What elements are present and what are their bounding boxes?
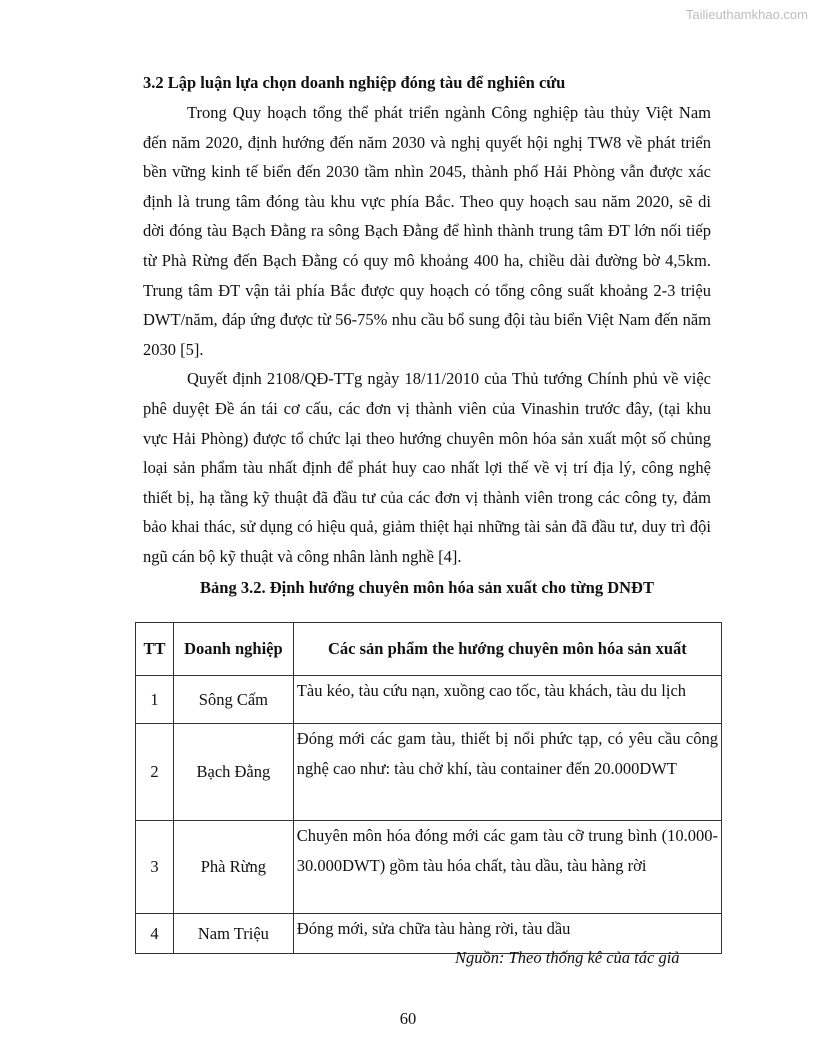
- paragraph-planning: Trong Quy hoạch tổng thể phát triển ngành Công nghiệp tàu thủy Việt Nam đến năm 2020, định hướng đến năm 2030 và nghị quyết hội nghị TW8 về phát triển bền vững kinh tế biển đến 2030 tầm nhìn 2045, thành phố Hải Phòng vẫn được xác định là trung tâm đóng tàu khu vực phía Bắc. Theo quy hoạch sau năm 2020, sẽ di dời đóng tàu Bạch Đằng ra sông Bạch Đằng để hình thành trung tâm ĐT lớn nối tiếp từ Phà Rừng đến Bạch Đằng có quy mô khoảng 400 ha, chiều dài đường bờ 4,5km. Trung tâm ĐT vận tải phía Bắc được quy hoạch có tổng công suất khoảng 2-3 triệu DWT/năm, đáp ứng được từ 56-75% nhu cầu bổ sung đội tàu biển Việt Nam đến năm 2030 [5].: [143, 103, 711, 359]
- paragraph-decision: Quyết định 2108/QĐ-TTg ngày 18/11/2010 của Thủ tướng Chính phủ về việc phê duyệt Đề án tái cơ cấu, các đơn vị thành viên của Vinashin trước đây, (tại khu vực Hải Phòng) được tổ chức lại theo hướng chuyên môn hóa sản xuất một số chủng loại sản phẩm tàu nhất định để phát huy cao nhất lợi thế về vị trí địa lý, công nghệ thiết bị, hạ tầng kỹ thuật đã đầu tư của các đơn vị thành viên trong các công ty, đảm bảo khai thác, sử dụng có hiệu quả, giảm thiệt hại những tài sản đã đầu tư, duy trì đội ngũ cán bộ kỹ thuật và công nhân lành nghề [4].: [143, 369, 711, 566]
- header-company: Doanh nghiệp: [173, 623, 293, 676]
- cell-products: Chuyên môn hóa đóng mới các gam tàu cỡ trung bình (10.000-30.000DWT) gồm tàu hóa chất, tàu dầu, tàu hàng rời: [293, 821, 721, 914]
- document-body: [143, 68, 711, 612]
- cell-products: Đóng mới, sửa chữa tàu hàng rời, tàu dầu: [293, 914, 721, 954]
- cell-company: Nam Triệu: [173, 914, 293, 954]
- table-header-row: [136, 623, 722, 676]
- table-row: [136, 821, 722, 914]
- table-row: [136, 724, 722, 821]
- header-tt: TT: [136, 623, 174, 676]
- watermark: Tailieuthamkhao.com: [685, 7, 808, 22]
- table-caption: Bảng 3.2. Định hướng chuyên môn hóa sản xuất cho từng DNĐT: [200, 577, 654, 597]
- table-row: [136, 676, 722, 724]
- cell-tt: 3: [136, 821, 174, 914]
- cell-company: Phà Rừng: [173, 821, 293, 914]
- cell-tt: 2: [136, 724, 174, 821]
- cell-tt: 4: [136, 914, 174, 954]
- cell-company: Sông Cấm: [173, 676, 293, 724]
- cell-products: Tàu kéo, tàu cứu nạn, xuồng cao tốc, tàu khách, tàu du lịch: [293, 676, 721, 724]
- cell-tt: 1: [136, 676, 174, 724]
- cell-products: Đóng mới các gam tàu, thiết bị nổi phức tạp, có yêu cầu công nghệ cao như: tàu chở khí, tàu container đến 20.000DWT: [293, 724, 721, 821]
- page-number: 60: [399, 1009, 417, 1028]
- cell-company: Bạch Đằng: [173, 724, 293, 821]
- section-heading: 3.2 Lập luận lựa chọn doanh nghiệp đóng tàu để nghiên cứu: [143, 73, 566, 92]
- specialization-table: [135, 622, 722, 954]
- header-products: Các sản phẩm the hướng chuyên môn hóa sản xuất: [293, 623, 721, 676]
- table-source: Nguồn: Theo thống kê của tác giả: [455, 948, 680, 967]
